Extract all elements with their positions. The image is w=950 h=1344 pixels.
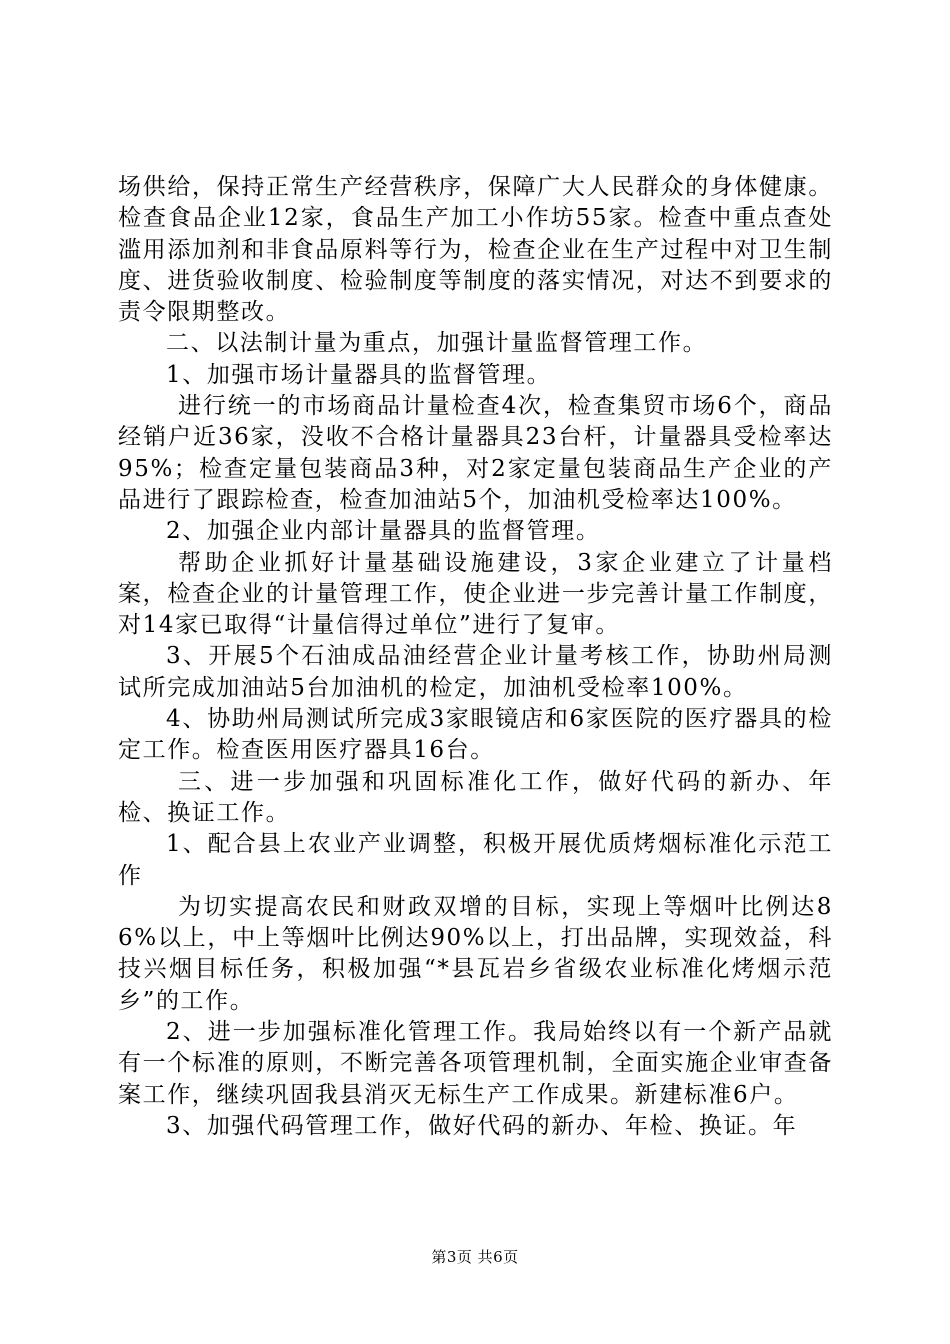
- page-footer: 第3页 共6页: [431, 1248, 519, 1266]
- document-body: [118, 172, 833, 1142]
- section-heading-2: 二、以法制计量为重点，加强计量监督管理工作。: [166, 330, 708, 357]
- subheading-3-1: 1、配合县上农业产业调整，积极开展优质烤烟标准化示范工作: [118, 831, 833, 889]
- section-heading-3: 三、进一步加强和巩固标准化工作，做好代码的新办、年检、换证工作。: [118, 768, 833, 826]
- paragraph-2-2: 帮助企业抓好计量基础设施建设，3家企业建立了计量档案，检查企业的计量管理工作，使企业进一步完善计量工作制度，对14家已取得“计量信得过单位”进行了复审。: [118, 549, 833, 639]
- paragraph-3-1: 为切实提高农民和财政双增的目标，实现上等烟叶比例达86%以上，中上等烟叶比例达90%以上，打出品牌，实现效益，科技兴烟目标任务，积极加强“*县瓦岩乡省级农业标准化烤烟示范乡”的工作。: [118, 893, 833, 1014]
- paragraph-2-1: 进行统一的市场商品计量检查4次，检查集贸市场6个，商品经销户近36家，没收不合格计量器具23台杆，计量器具受检率达95%；检查定量包装商品3种，对2家定量包装商品生产企业的产品进行了跟踪检查，检查加油站5个，加油机受检率达100%。: [118, 393, 833, 513]
- paragraph-continued: 场供给，保持正常生产经营秩序，保障广大人民群众的身体健康。检查食品企业12家，食品生产加工小作坊55家。检查中重点查处滥用添加剂和非食品原料等行为，检查企业在生产过程中对卫生制度、进货验收制度、检验制度等制度的落实情况，对达不到要求的责令限期整改。: [118, 174, 833, 326]
- paragraph-2-4: 4、协助州局测试所完成3家眼镜店和6家医院的医疗器具的检定工作。检查医用医疗器具16台。: [118, 706, 833, 764]
- subheading-2-2: 2、加强企业内部计量器具的监督管理。: [166, 518, 601, 545]
- subheading-2-1: 1、加强市场计量器具的监督管理。: [166, 361, 552, 388]
- paragraph-2-3: 3、开展5个石油成品油经营企业计量考核工作，协助州局测试所完成加油站5台加油机的检定，加油机受检率100%。: [118, 643, 833, 701]
- paragraph-3-2: 2、进一步加强标准化管理工作。我局始终以有一个新产品就有一个标准的原则，不断完善各项管理机制，全面实施企业审查备案工作，继续巩固我县消灭无标生产工作成果。新建标准6户。: [118, 1019, 833, 1108]
- paragraph-3-3: 3、加强代码管理工作，做好代码的新办、年检、换证。年: [166, 1112, 798, 1139]
